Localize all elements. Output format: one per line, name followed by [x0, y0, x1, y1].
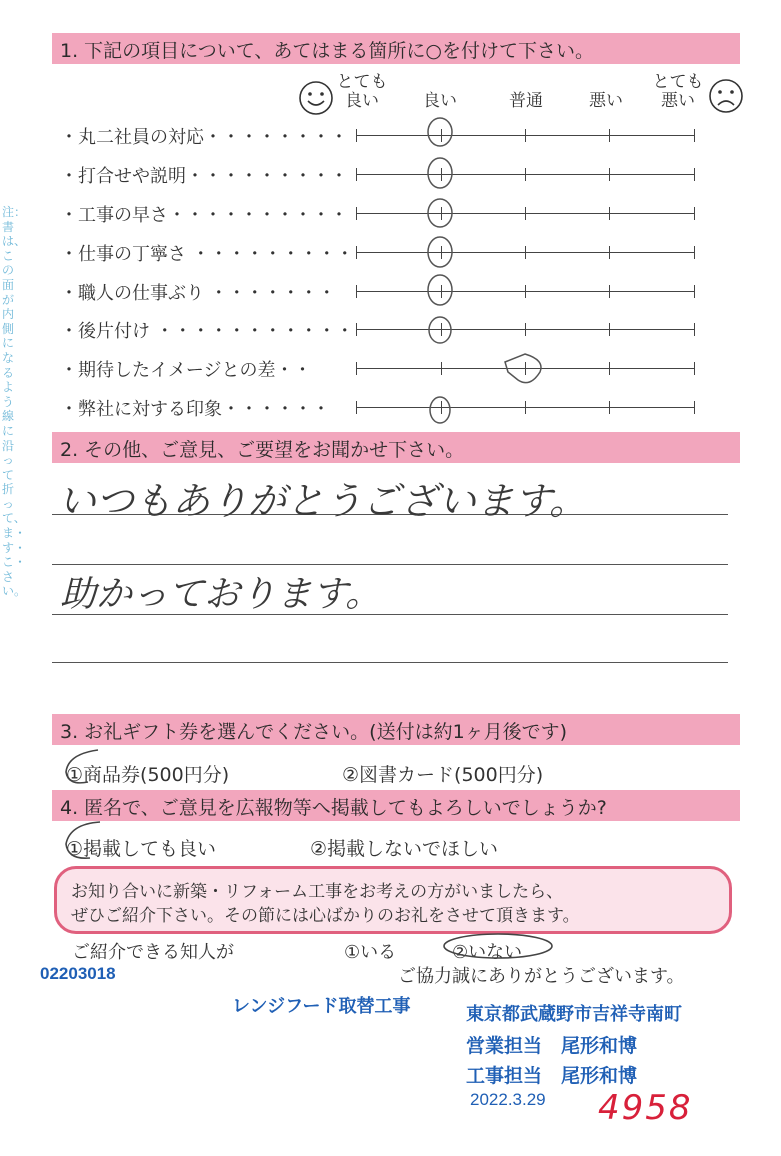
rating-scale-tick[interactable] [694, 285, 695, 298]
referral-box [54, 866, 732, 934]
rating-item-label: ・弊社に対する印象・・・・・・ [60, 399, 330, 420]
rating-scale-tick[interactable] [694, 401, 695, 414]
gift-choice-circle [58, 744, 118, 790]
rating-scale-tick[interactable] [694, 246, 695, 259]
handwritten-comment-line1: いつもありがとうございます。 [58, 479, 587, 523]
rating-scale-tick[interactable] [609, 246, 610, 259]
rating-scale-tick[interactable] [609, 285, 610, 298]
scale-header-very-bad: とても 悪い [652, 72, 704, 111]
rating-item-label: ・丸二社員の対応・・・・・・・・ [60, 127, 348, 148]
section2-band [52, 432, 740, 463]
rating-item-label: ・工事の早さ・・・・・・・・・・ [60, 205, 348, 226]
section1-title: 1. 下記の項目について、あてはまる箇所に○を付けて下さい。 [60, 40, 594, 62]
rating-item-label: ・仕事の丁寧さ ・・・・・・・・・ [60, 244, 354, 265]
rating-item-label: ・打合せや説明・・・・・・・・・ [60, 166, 348, 187]
document-code: 02203018 [40, 964, 116, 983]
work-representative: 工事担当 尾形和博 [466, 1066, 638, 1087]
rating-scale-tick[interactable] [694, 129, 695, 142]
scale-header-good: 良い [423, 91, 457, 111]
side-fold-note: 注：書は、この面が内側になるよう線に沿って折って、ま・す・こ・さい。 [2, 205, 27, 599]
gift-option-2[interactable]: ②図書カード(500円分) [342, 764, 544, 786]
red-handwritten-number: 4958 [598, 1088, 693, 1128]
section4-band [52, 790, 740, 821]
rating-scale-tick[interactable] [356, 129, 357, 142]
rating-scale-tick[interactable] [609, 168, 610, 181]
handwritten-comment-line2: 助かっております。 [60, 574, 382, 615]
rating-scale-tick[interactable] [609, 323, 610, 336]
thanks-message: ご協力誠にありがとうございます。 [398, 966, 685, 987]
publish-option-1[interactable]: ①掲載しても良い [66, 838, 217, 860]
scale-header-very-good: とても 良い [336, 72, 388, 111]
rating-scale-tick[interactable] [356, 285, 357, 298]
publish-choice-circle [58, 816, 118, 866]
rating-scale-tick[interactable] [694, 362, 695, 375]
work-type: レンジフード取替工事 [232, 996, 411, 1016]
rating-scale-tick[interactable] [609, 129, 610, 142]
rating-scale-tick[interactable] [694, 323, 695, 336]
rating-scale-tick[interactable] [356, 207, 357, 220]
scale-header-average: 普通 [509, 91, 543, 111]
rating-scale-tick[interactable] [609, 362, 610, 375]
rating-scale-tick[interactable] [356, 168, 357, 181]
customer-address: 東京都武蔵野市吉祥寺南町 [466, 1004, 682, 1024]
rating-scale-tick[interactable] [694, 168, 695, 181]
survey-date: 2022.3.29 [470, 1090, 546, 1109]
gift-option-1[interactable]: ①商品券(500円分) [66, 764, 230, 786]
section1-band [52, 33, 740, 64]
section2-title: 2. その他、ご意見、ご要望をお聞かせ下さい。 [60, 439, 465, 461]
sales-representative: 営業担当 尾形和博 [466, 1036, 638, 1057]
rating-item-label: ・職人の仕事ぶり ・・・・・・・ [60, 283, 336, 304]
rating-item-label: ・期待したイメージとの差・・ [60, 360, 312, 381]
referral-choice-circle [440, 928, 560, 964]
rating-item-label: ・後片付け ・・・・・・・・・・・ [60, 321, 354, 342]
rating-scale-tick[interactable] [356, 323, 357, 336]
referral-option-no[interactable]: ②いない [452, 942, 523, 963]
section4-title: 4. 匿名で、ご意見を広報物等へ掲載してもよろしいでしょうか? [60, 797, 607, 819]
rating-marks [400, 110, 600, 430]
writing-line [52, 662, 728, 663]
rating-scale-tick[interactable] [356, 362, 357, 375]
referral-line2: ぜひご紹介下さい。その節には心ばかりのお礼をさせて頂きます。 [71, 906, 580, 926]
smiley-happy-icon [298, 80, 334, 116]
rating-scale-tick[interactable] [356, 246, 357, 259]
referral-option-yes[interactable]: ①いる [344, 942, 397, 963]
scale-header-bad: 悪い [589, 91, 623, 111]
rating-scale-tick[interactable] [356, 401, 357, 414]
rating-scale-tick[interactable] [694, 207, 695, 220]
writing-line [52, 564, 728, 565]
referral-line1: お知り合いに新築・リフォーム工事をお考えの方がいましたら、 [71, 882, 564, 902]
publish-option-2[interactable]: ②掲載しないでほしい [310, 838, 499, 860]
referral-question: ご紹介できる知人が [72, 942, 234, 963]
rating-scale-tick[interactable] [609, 207, 610, 220]
rating-scale-tick[interactable] [609, 401, 610, 414]
smiley-sad-icon [708, 78, 744, 114]
section3-band [52, 714, 740, 745]
section3-title: 3. お礼ギフト券を選んでください。(送付は約1ヶ月後です) [60, 721, 568, 743]
